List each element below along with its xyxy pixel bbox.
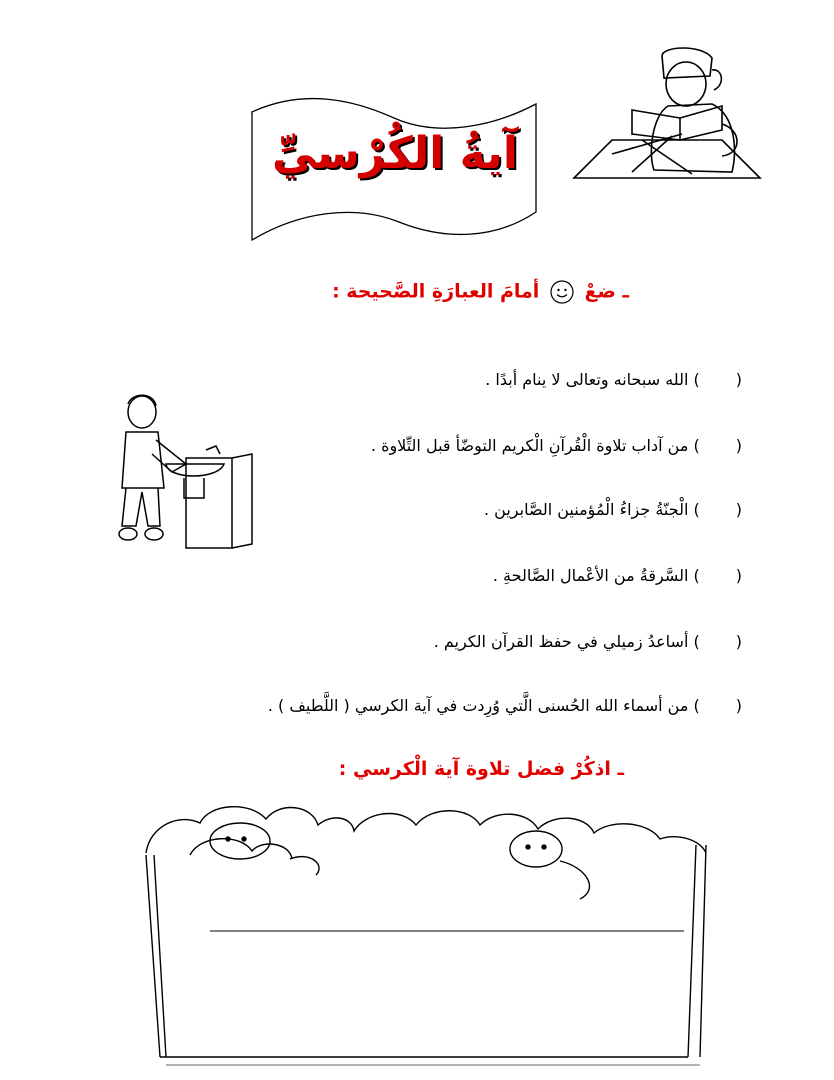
answer-box[interactable]: () (693, 436, 742, 455)
answer-box[interactable]: () (693, 370, 742, 389)
answer-box[interactable]: () (693, 500, 742, 519)
statement-row (484, 500, 742, 519)
instruction-heading (332, 280, 629, 304)
boy-reading-quran-icon (572, 44, 762, 189)
statement-row (485, 370, 742, 389)
statement-row (268, 696, 742, 715)
statement-text: الله سبحانه وتعالى لا ينام أبدًا . (485, 370, 689, 389)
cloud-frame-icon (140, 795, 710, 1070)
instruction-prefix: ـ ضعْ (584, 280, 629, 303)
statement-text: الْجنّةُ جزاءُ الْمُؤمنين الصَّابرين . (484, 500, 689, 519)
question-heading: ـ اذكُرْ فضل تلاوة آية الْكرسي : (338, 758, 624, 780)
statement-text: من أسماء الله الحُسنى الَّتي وُرِدت في آية الكرسي ( اللَّطيف ) . (267, 696, 689, 715)
smiley-face-icon (550, 280, 574, 304)
answer-box[interactable]: () (693, 696, 742, 715)
statement-row (493, 566, 742, 585)
statement-text: أساعدُ زميلي في حفظ القرآن الكريم . (433, 632, 689, 651)
page-title: آيةُ الكُرْسيِّ (272, 128, 518, 179)
answer-box[interactable]: () (693, 632, 742, 651)
statement-text: من آداب تلاوة الْقُرآنِ الْكريم التوضّأ قبل التِّلاوة . (370, 436, 689, 455)
statement-text: السَّرقةُ من الأعْمال الصَّالحةِ . (492, 566, 689, 585)
statement-row (371, 436, 742, 455)
instruction-suffix: أمامَ العبارَةِ الصَّحيحة : (332, 280, 540, 303)
answer-box[interactable]: () (693, 566, 742, 585)
statement-row (434, 632, 742, 651)
boy-washing-hands-icon (108, 388, 258, 553)
